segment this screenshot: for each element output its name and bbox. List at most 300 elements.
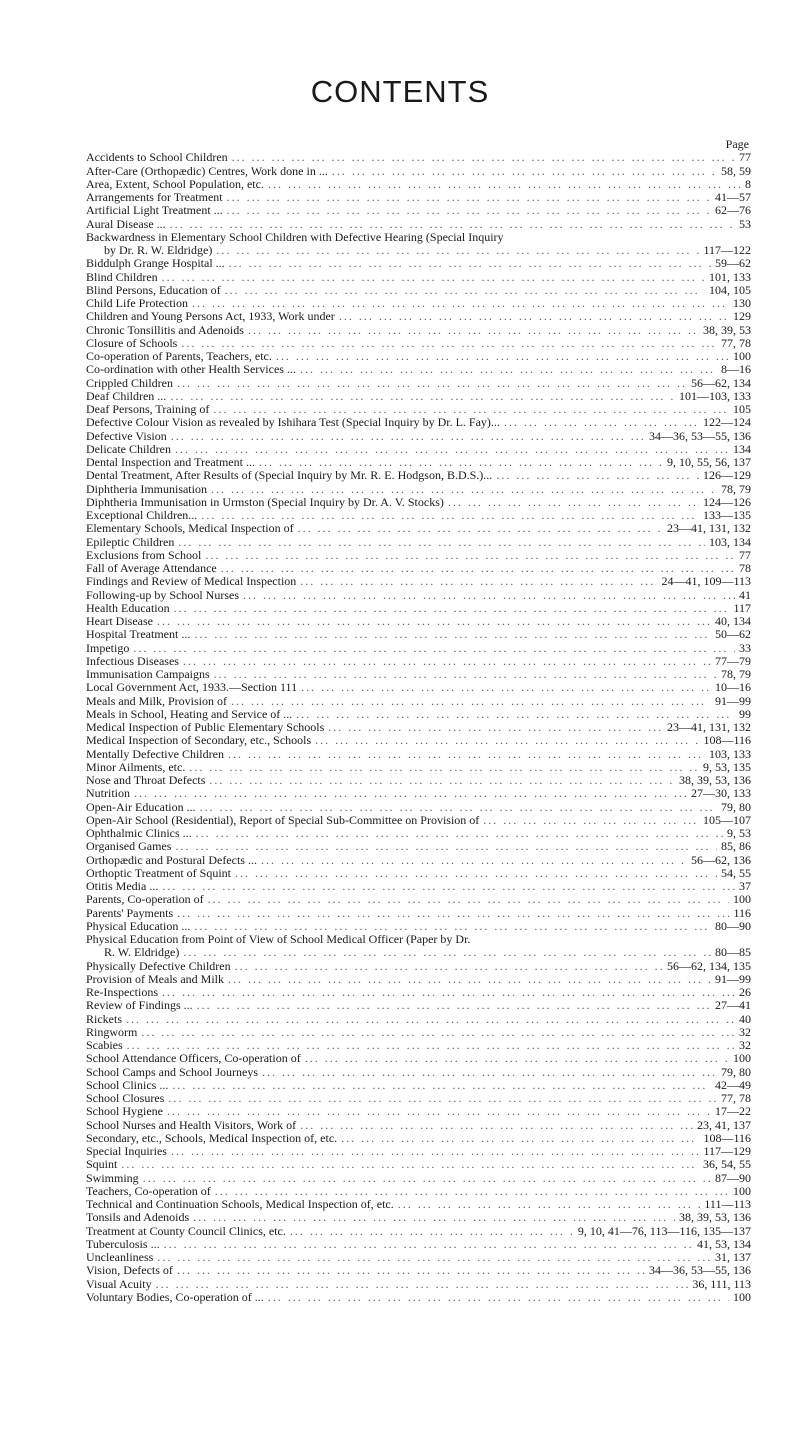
toc-entry-label: Dental Treatment, After Results of (Special Inquiry by Mr. R. E. Hodgson, B.D.S.)... — [86, 469, 493, 483]
toc-entry-pages: 122—124 — [703, 416, 751, 430]
toc-entry — [86, 721, 751, 734]
toc-entry-label: Deaf Children ... — [86, 389, 167, 403]
toc-entry-label: Parents, Co-operation of — [86, 893, 204, 907]
toc-entry — [86, 628, 751, 641]
toc-entry-pages: 36, 54, 55 — [703, 1158, 751, 1172]
dot-leader — [276, 350, 729, 363]
toc-entry-pages: 23—41, 131, 132 — [667, 721, 751, 734]
toc-entry — [86, 655, 751, 668]
toc-entry — [86, 695, 751, 708]
toc-entry — [86, 1066, 751, 1079]
toc-entry-label: Delicate Children — [86, 442, 171, 456]
toc-entry — [86, 575, 751, 588]
dot-leader — [189, 761, 699, 774]
toc-entry-label: Orthoptic Treatment of Squint — [86, 866, 231, 880]
toc-entry-label: by Dr. R. W. Eldridge) — [104, 244, 213, 257]
toc-entry-pages: 38, 39, 53, 136 — [679, 1211, 751, 1225]
dot-leader — [127, 1039, 735, 1052]
toc-entry-label: Parents' Payments — [86, 906, 174, 920]
dot-leader — [229, 257, 711, 270]
toc-entry-label: School Clinics ... — [86, 1078, 169, 1092]
toc-entry-label: Deaf Persons, Training of — [86, 403, 210, 416]
toc-entry-label: Voluntary Bodies, Co-operation of ... — [86, 1290, 264, 1304]
dot-leader — [215, 1185, 729, 1198]
dot-leader — [211, 483, 717, 496]
toc-entry-label: Elementary Schools, Medical Inspection of — [86, 522, 294, 536]
toc-entry — [86, 681, 751, 694]
toc-entry — [86, 999, 751, 1012]
toc-entry-label: Backwardness in Elementary School Children with Defective Hearing (Special Inquiry — [86, 230, 504, 244]
toc-entry — [86, 284, 751, 297]
toc-entry-label: Physical Education from Point of View of School Medical Officer (Paper by Dr. — [86, 933, 471, 946]
dot-leader — [301, 681, 711, 694]
toc-entry-pages: 59—62 — [715, 257, 751, 271]
toc-entry-label: School Camps and School Journeys — [86, 1065, 258, 1079]
toc-entry — [86, 867, 751, 880]
toc-entry-label: Diphtheria Immunisation — [86, 482, 207, 496]
toc-entry-label: Uncleanliness — [86, 1251, 154, 1264]
toc-entry-label: Provision of Meals and Milk — [86, 972, 224, 986]
dot-leader — [170, 390, 675, 403]
toc-entry-pages: 77—79 — [715, 654, 751, 668]
toc-entry-pages: 32 — [739, 1025, 751, 1039]
toc-entry — [86, 403, 751, 416]
dot-leader — [221, 562, 735, 575]
toc-entry — [86, 880, 751, 893]
toc-entry-label: Health Education — [86, 601, 170, 615]
toc-entry — [86, 549, 751, 562]
dot-leader — [192, 297, 729, 310]
toc-entry-pages: 129 — [733, 310, 751, 324]
toc-entry-pages: 50—62 — [715, 628, 751, 642]
toc-entry-label: Exceptional Children... — [86, 509, 198, 522]
dot-leader — [197, 999, 711, 1012]
toc-entry — [86, 1145, 751, 1158]
toc-entry-pages: 38, 39, 53 — [703, 323, 751, 337]
toc-entry-label: Organised Games — [86, 840, 172, 854]
toc-entry-label: Co-operation of Parents, Teachers, etc. — [86, 350, 272, 363]
toc-entry — [86, 244, 751, 257]
toc-entry-pages: 124—126 — [703, 495, 751, 509]
toc-entry — [86, 589, 751, 602]
toc-entry-label: Special Inquiries — [86, 1145, 167, 1158]
toc-entry-pages: 103, 134 — [709, 535, 751, 549]
toc-entry — [86, 840, 751, 853]
toc-entry-pages: 41—57 — [715, 191, 751, 204]
dot-leader — [328, 721, 663, 734]
dot-leader — [174, 602, 730, 615]
toc-entry — [86, 668, 751, 681]
toc-entry-label: School Nurses and Health Visitors, Work of — [86, 1118, 297, 1132]
toc-entry-pages: 9, 10, 41—76, 113—116, 135—137 — [577, 1224, 751, 1238]
dot-leader — [126, 1013, 735, 1026]
toc-entry — [86, 1198, 751, 1211]
page-title: CONTENTS — [310, 74, 490, 109]
toc-entry — [86, 946, 751, 959]
toc-entry — [86, 893, 751, 906]
dot-leader — [225, 284, 705, 297]
dot-leader — [208, 893, 729, 906]
toc-entry-label: Visual Acuity — [86, 1277, 152, 1291]
toc-entry-label: Minor Ailments, etc. — [86, 760, 186, 774]
dot-leader — [315, 734, 699, 747]
toc-entry-pages: 100 — [733, 893, 751, 907]
dot-leader — [194, 920, 711, 933]
toc-entry-pages: 79, 80 — [721, 1065, 751, 1079]
dot-leader — [231, 695, 711, 708]
toc-entry-label: Epileptic Children — [86, 535, 175, 549]
dot-leader — [196, 827, 723, 840]
toc-entry-label: Mentally Defective Children — [86, 747, 224, 761]
toc-entry-pages: 56—62, 134 — [691, 376, 751, 390]
toc-entry-label: Heart Disease — [86, 615, 153, 628]
toc-entry-pages: 133—135 — [703, 509, 751, 522]
dot-leader — [339, 310, 729, 323]
toc-entry-label: Chronic Tonsillitis and Adenoids — [86, 323, 244, 337]
toc-entry-pages: 41, 53, 134 — [697, 1237, 751, 1251]
toc-entry — [86, 854, 751, 867]
toc-entry — [86, 774, 751, 787]
dot-leader — [235, 960, 663, 973]
toc-entry — [86, 1026, 751, 1039]
dot-leader — [200, 801, 717, 814]
toc-entry-label: Local Government Act, 1933.—Section 111 — [86, 681, 298, 695]
toc-entry-label: Re-Inspections — [86, 986, 158, 999]
toc-entry-pages: 23, 41, 137 — [697, 1118, 751, 1132]
toc-entry-pages: 77 — [739, 151, 751, 165]
dot-leader — [141, 1026, 735, 1039]
toc-entry — [86, 1185, 751, 1198]
dot-leader — [248, 324, 699, 337]
toc-entry — [86, 310, 751, 323]
toc-entry — [86, 1079, 751, 1092]
dot-leader — [243, 589, 735, 602]
toc-entry-pages: 100 — [733, 350, 751, 363]
toc-entry-label: Meals in School, Heating and Service of ... — [86, 707, 293, 721]
toc-entry — [86, 151, 751, 164]
dot-leader — [162, 986, 735, 999]
toc-entry-label: Medical Inspection of Public Elementary Schools — [86, 721, 325, 734]
toc-entry — [86, 522, 751, 535]
toc-entry — [86, 787, 751, 800]
toc-entry — [86, 390, 751, 403]
toc-entry-pages: 126—129 — [703, 469, 751, 483]
toc-entry — [86, 960, 751, 973]
toc-entry — [86, 271, 751, 284]
toc-entry-pages: 78, 79 — [721, 668, 751, 681]
toc-entry-label: Aural Disease ... — [86, 217, 166, 231]
toc-entry-label: Ringworm — [86, 1025, 138, 1039]
toc-entry-label: Infectious Diseases — [86, 654, 179, 668]
toc-entry-label: Dental Inspection and Treatment ... — [86, 456, 255, 469]
toc-entry — [86, 218, 751, 231]
toc-entry — [86, 1264, 751, 1277]
page-column-header: Page — [725, 137, 749, 151]
dot-leader — [504, 416, 699, 429]
toc-entry-label: Diphtheria Immunisation in Urmston (Special Inquiry by Dr. A. V. Stocks) — [86, 495, 444, 509]
toc-entry — [86, 1013, 751, 1026]
toc-entry — [86, 615, 751, 628]
toc-entry — [86, 562, 751, 575]
toc-entry — [86, 814, 751, 827]
toc-entry-pages: 36, 111, 113 — [692, 1277, 751, 1291]
toc-entry-pages: 100 — [733, 1184, 751, 1198]
toc-entry — [86, 1211, 751, 1224]
toc-entry-label: Artificial Light Treatment ... — [86, 204, 223, 218]
toc-entry-label: Swimming — [86, 1171, 139, 1185]
dot-leader — [261, 854, 687, 867]
toc-entry-pages: 91—99 — [715, 694, 751, 708]
toc-entry — [86, 1119, 751, 1132]
toc-entry — [86, 734, 751, 747]
toc-entry-pages: 117 — [733, 601, 751, 615]
toc-entry-pages: 23—41, 131, 132 — [667, 522, 751, 536]
toc-entry-pages: 31, 137 — [715, 1251, 751, 1264]
toc-entry — [86, 536, 751, 549]
toc-entry-label: Open-Air School (Residential), Report of Special Sub-Committee on Provision of — [86, 813, 480, 827]
dot-leader — [171, 1145, 699, 1158]
dot-leader — [216, 244, 699, 257]
dot-leader — [483, 814, 699, 827]
dot-leader — [167, 1105, 711, 1118]
toc-entry-pages: 105 — [733, 403, 751, 416]
dot-leader — [194, 628, 711, 641]
toc-entry — [86, 1158, 751, 1171]
toc-entry-label: Co-ordination with other Health Services ... — [86, 363, 296, 377]
toc-entry — [86, 1039, 751, 1052]
toc-entry-label: Following-up by School Nurses — [86, 588, 239, 602]
dot-leader — [177, 907, 729, 920]
toc-entry-pages: 108—116 — [703, 734, 751, 748]
toc-entry-label: Tuberculosis ... — [86, 1237, 160, 1251]
dot-leader — [496, 469, 699, 482]
toc-entry — [86, 191, 751, 204]
toc-entry — [86, 1225, 751, 1238]
toc-entry — [86, 1052, 751, 1065]
toc-entry-label: Blind Persons, Education of — [86, 283, 221, 297]
toc-entry-pages: 8 — [745, 177, 751, 191]
toc-entry-label: Medical Inspection of Secondary, etc., Schools — [86, 734, 312, 748]
dot-leader — [300, 363, 717, 376]
toc-entry-label: Technical and Continuation Schools, Medical Inspection of, etc. — [86, 1198, 394, 1211]
toc-entry — [86, 469, 751, 482]
toc-entry — [86, 416, 751, 429]
toc-entry-pages: 117—122 — [703, 244, 751, 257]
toc-entry-label: Exclusions from School — [86, 548, 202, 562]
dot-leader — [232, 151, 735, 164]
dot-leader — [183, 946, 711, 959]
toc-entry-label: Ophthalmic Clinics ... — [86, 827, 192, 840]
toc-entry — [86, 257, 751, 270]
toc-entry — [86, 1132, 751, 1145]
dot-leader — [227, 191, 711, 204]
dot-leader — [214, 668, 717, 681]
toc-entry-pages: 17—22 — [715, 1105, 751, 1119]
toc-entry — [86, 1251, 751, 1264]
toc-entry-pages: 111—113 — [704, 1198, 751, 1211]
toc-entry-pages: 91—99 — [715, 972, 751, 986]
toc-entry — [86, 297, 751, 310]
toc-entry-label: Findings and Review of Medical Inspection — [86, 575, 297, 589]
dot-leader — [298, 522, 663, 535]
dot-leader — [178, 536, 705, 549]
toc-entry — [86, 350, 751, 363]
toc-entry — [86, 483, 751, 496]
dot-leader — [228, 748, 705, 761]
toc-entry-label: Secondary, etc., Schools, Medical Inspection of, etc. — [86, 1131, 338, 1145]
toc-entry-pages: 108—116 — [703, 1131, 751, 1145]
toc-entry-label: Vision, Defects of — [86, 1264, 173, 1278]
toc-entry-pages: 134 — [733, 442, 751, 456]
dot-leader — [175, 443, 729, 456]
dot-leader — [181, 337, 717, 350]
toc-entry — [86, 1105, 751, 1118]
toc-entry-pages: 56—62, 136 — [691, 853, 751, 867]
dot-leader — [235, 867, 717, 880]
toc-entry-label: Immunisation Campaigns — [86, 668, 210, 681]
toc-entry-pages: 9, 53 — [727, 827, 751, 840]
toc-entry-pages: 54, 55 — [721, 866, 751, 880]
dot-leader — [305, 1052, 729, 1065]
toc-entry — [86, 708, 751, 721]
dot-leader — [164, 1238, 693, 1251]
dot-leader — [341, 1132, 699, 1145]
toc-entry — [86, 986, 751, 999]
dot-leader — [171, 430, 645, 443]
toc-entry — [86, 324, 751, 337]
dot-leader — [157, 1251, 711, 1264]
dot-leader — [162, 880, 735, 893]
toc-entry-pages: 117—129 — [703, 1145, 751, 1158]
toc-entry-pages: 9, 10, 55, 56, 137 — [667, 456, 751, 469]
toc-entry-pages: 62—76 — [715, 204, 751, 218]
dot-leader — [268, 178, 741, 191]
dot-leader — [290, 1225, 574, 1238]
toc-entry-label: R. W. Eldridge) — [104, 946, 180, 960]
dot-leader — [296, 708, 735, 721]
toc-entry — [86, 827, 751, 840]
toc-entry-pages: 104, 105 — [709, 283, 751, 297]
toc-entry-label: Crippled Children — [86, 376, 173, 390]
toc-entry-label: Fall of Average Attendance — [86, 562, 217, 575]
dot-leader — [156, 1278, 689, 1291]
toc-entry — [86, 748, 751, 761]
toc-entry-pages: 101—103, 133 — [679, 389, 751, 403]
toc-entry-label: Otitis Media ... — [86, 880, 159, 893]
toc-entry-label: Children and Young Persons Act, 1933, Work under — [86, 310, 335, 324]
toc-entry — [86, 801, 751, 814]
dot-leader — [332, 165, 717, 178]
toc-entry-label: Squint — [86, 1158, 118, 1172]
toc-entry-label: Scabies — [86, 1039, 123, 1052]
toc-entry-label: Physically Defective Children — [86, 959, 231, 973]
toc-entry-label: Meals and Milk, Provision of — [86, 694, 227, 708]
toc-entry-label: Nose and Throat Defects — [86, 774, 206, 787]
toc-entry — [86, 920, 751, 933]
toc-entry-label: School Attendance Officers, Co-operation of — [86, 1052, 301, 1066]
toc-entry-pages: 34—36, 53—55, 136 — [649, 1264, 751, 1278]
toc-entry — [86, 377, 751, 390]
toc-entry — [86, 430, 751, 443]
toc-entry-pages: 33 — [739, 641, 751, 655]
dot-leader — [172, 1079, 711, 1092]
dot-leader — [121, 1158, 699, 1171]
toc-entry — [86, 1278, 751, 1291]
dot-leader — [262, 1066, 717, 1079]
toc-entry — [86, 602, 751, 615]
dot-leader — [168, 1092, 717, 1105]
toc-entry-label: Defective Colour Vision as revealed by Ishihara Test (Special Inquiry by Dr. L. Fay)... — [86, 416, 500, 430]
toc-entries — [86, 151, 751, 1304]
toc-entry-label: Teachers, Co-operation of — [86, 1184, 211, 1198]
toc-entry — [86, 165, 751, 178]
dot-leader — [205, 549, 735, 562]
toc-entry-pages: 100 — [733, 1052, 751, 1066]
toc-entry-pages: 130 — [733, 297, 751, 310]
toc-entry-label: Accidents to School Children — [86, 151, 228, 165]
toc-entry — [86, 761, 751, 774]
toc-entry — [86, 1291, 751, 1304]
toc-entry-label: Blind Children — [86, 270, 158, 284]
toc-entry-pages: 77, 78 — [721, 1092, 751, 1105]
toc-entry-pages: 58, 59 — [721, 164, 751, 178]
toc-entry — [86, 337, 751, 350]
toc-entry-label: Hospital Treatment ... — [86, 628, 191, 642]
toc-entry-pages: 27—41 — [715, 999, 751, 1013]
toc-entry-pages: 40 — [739, 1012, 751, 1026]
toc-entry-pages: 80—85 — [715, 946, 751, 960]
dot-leader — [300, 575, 657, 588]
toc-entry — [86, 1092, 751, 1105]
toc-entry-label: Arrangements for Treatment — [86, 191, 223, 204]
toc-entry-label: Physical Education ... — [86, 919, 191, 933]
toc-entry-pages: 56—62, 134, 135 — [667, 959, 751, 973]
dot-leader — [157, 615, 711, 628]
toc-entry — [86, 1172, 751, 1185]
dot-leader — [228, 973, 711, 986]
dot-leader — [448, 496, 699, 509]
dot-leader — [300, 1119, 693, 1132]
dot-leader — [134, 787, 687, 800]
toc-entry-pages: 24—41, 109—113 — [661, 575, 751, 589]
toc-entry-pages: 78 — [739, 562, 751, 575]
toc-entry — [86, 933, 751, 946]
dot-leader — [143, 1172, 711, 1185]
toc-entry-label: Defective Vision — [86, 429, 167, 443]
dot-leader — [209, 774, 675, 787]
dot-leader — [193, 1211, 675, 1224]
toc-entry — [86, 496, 751, 509]
toc-entry — [86, 204, 751, 217]
toc-entry-pages: 87—90 — [715, 1171, 751, 1185]
toc-entry — [86, 509, 751, 522]
toc-entry-pages: 77, 78 — [721, 336, 751, 350]
toc-entry-pages: 105—107 — [703, 813, 751, 827]
toc-entry-label: Nutrition — [86, 787, 130, 801]
toc-entry-pages: 79, 80 — [721, 800, 751, 814]
dot-leader — [213, 403, 729, 416]
dot-leader — [268, 1291, 729, 1304]
dot-leader — [162, 271, 705, 284]
toc-entry-pages: 53 — [739, 217, 751, 231]
toc-entry-pages: 77 — [739, 548, 751, 562]
dot-leader — [133, 642, 735, 655]
toc-entry-pages: 27—30, 133 — [691, 787, 751, 801]
toc-entry-pages: 32 — [739, 1039, 751, 1052]
toc-entry — [86, 443, 751, 456]
toc-entry — [86, 642, 751, 655]
toc-entry-pages: 99 — [739, 707, 751, 721]
